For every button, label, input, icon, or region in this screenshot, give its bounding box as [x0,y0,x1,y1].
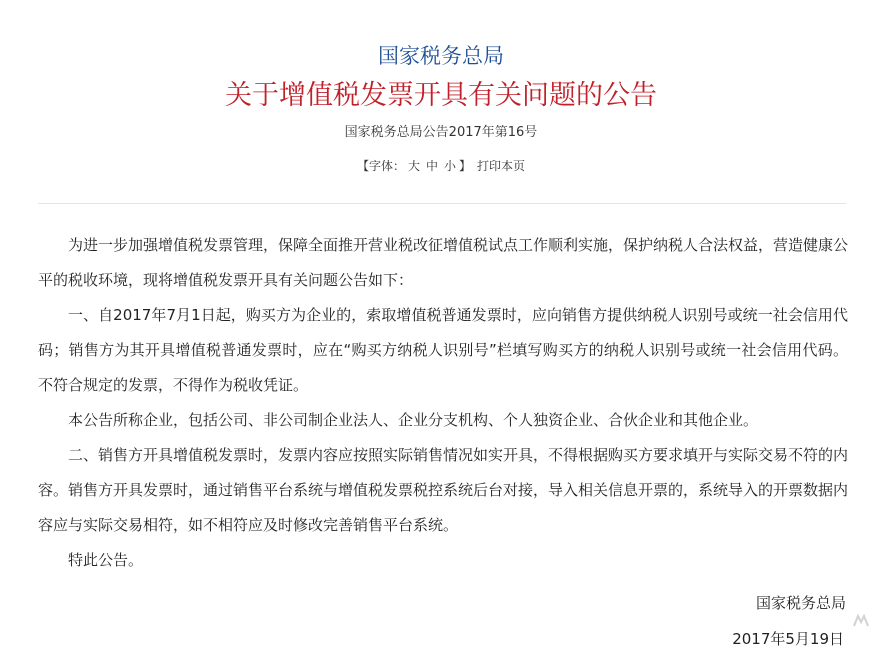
page-title: 关于增值税发票开具有关问题的公告 [225,80,657,111]
issuing-agency: 国家税务总局 [378,44,504,68]
font-medium-button[interactable]: 中 [425,159,438,173]
body-paragraph: 本公告所称企业，包括公司、非公司制企业法人、企业分支机构、个人独资企业、合伙企业和其他企业。 [68,411,759,429]
font-small-button[interactable]: 小 [444,159,457,173]
pcbeta-logo-icon [852,614,870,628]
font-size-toolbar [0,157,882,175]
header-divider [38,203,846,204]
document-number: 国家税务总局公告2017年第16号 [344,125,538,140]
announcement-body [38,228,848,578]
font-size-label: 【字体： [356,159,405,173]
font-large-button[interactable]: 大 [407,159,420,173]
body-paragraph: 二、销售方开具增值税发票时，发票内容应按照实际销售情况如实开具，不得根据购买方要求填开与实际交易不符的内容。销售方开具发票时，通过销售平台系统与增值税发票税控系统后台对接，导入相关信息开票的，系统导入的开票数据内容应与实际交易相符，如不相符应及时修改完善销售平台系统。 [38,446,849,534]
font-size-close-bracket: 】 [459,159,472,173]
site-watermark [852,612,872,631]
signature-agency: 国家税务总局 [755,594,846,612]
body-paragraph: 特此公告。 [68,551,144,569]
signature-date: 2017年5月19日 [732,630,844,648]
body-paragraph: 一、自2017年7月1日起，购买方为企业的，索取增值税普通发票时，应向销售方提供纳税人识别号或统一社会信用代码；销售方为其开具增值税普通发票时，应在“购买方纳税人识别号”栏填写购买方的纳税人识别号或统一社会信用代码。不符合规定的发票，不得作为税收凭证。 [38,306,848,394]
print-page-link[interactable]: 打印本页 [477,159,526,173]
body-paragraph: 为进一步加强增值税发票管理，保障全面推开营业税改征增值税试点工作顺利实施，保护纳税人合法权益，营造健康公平的税收环境，现将增值税发票开具有关问题公告如下： [38,236,849,289]
